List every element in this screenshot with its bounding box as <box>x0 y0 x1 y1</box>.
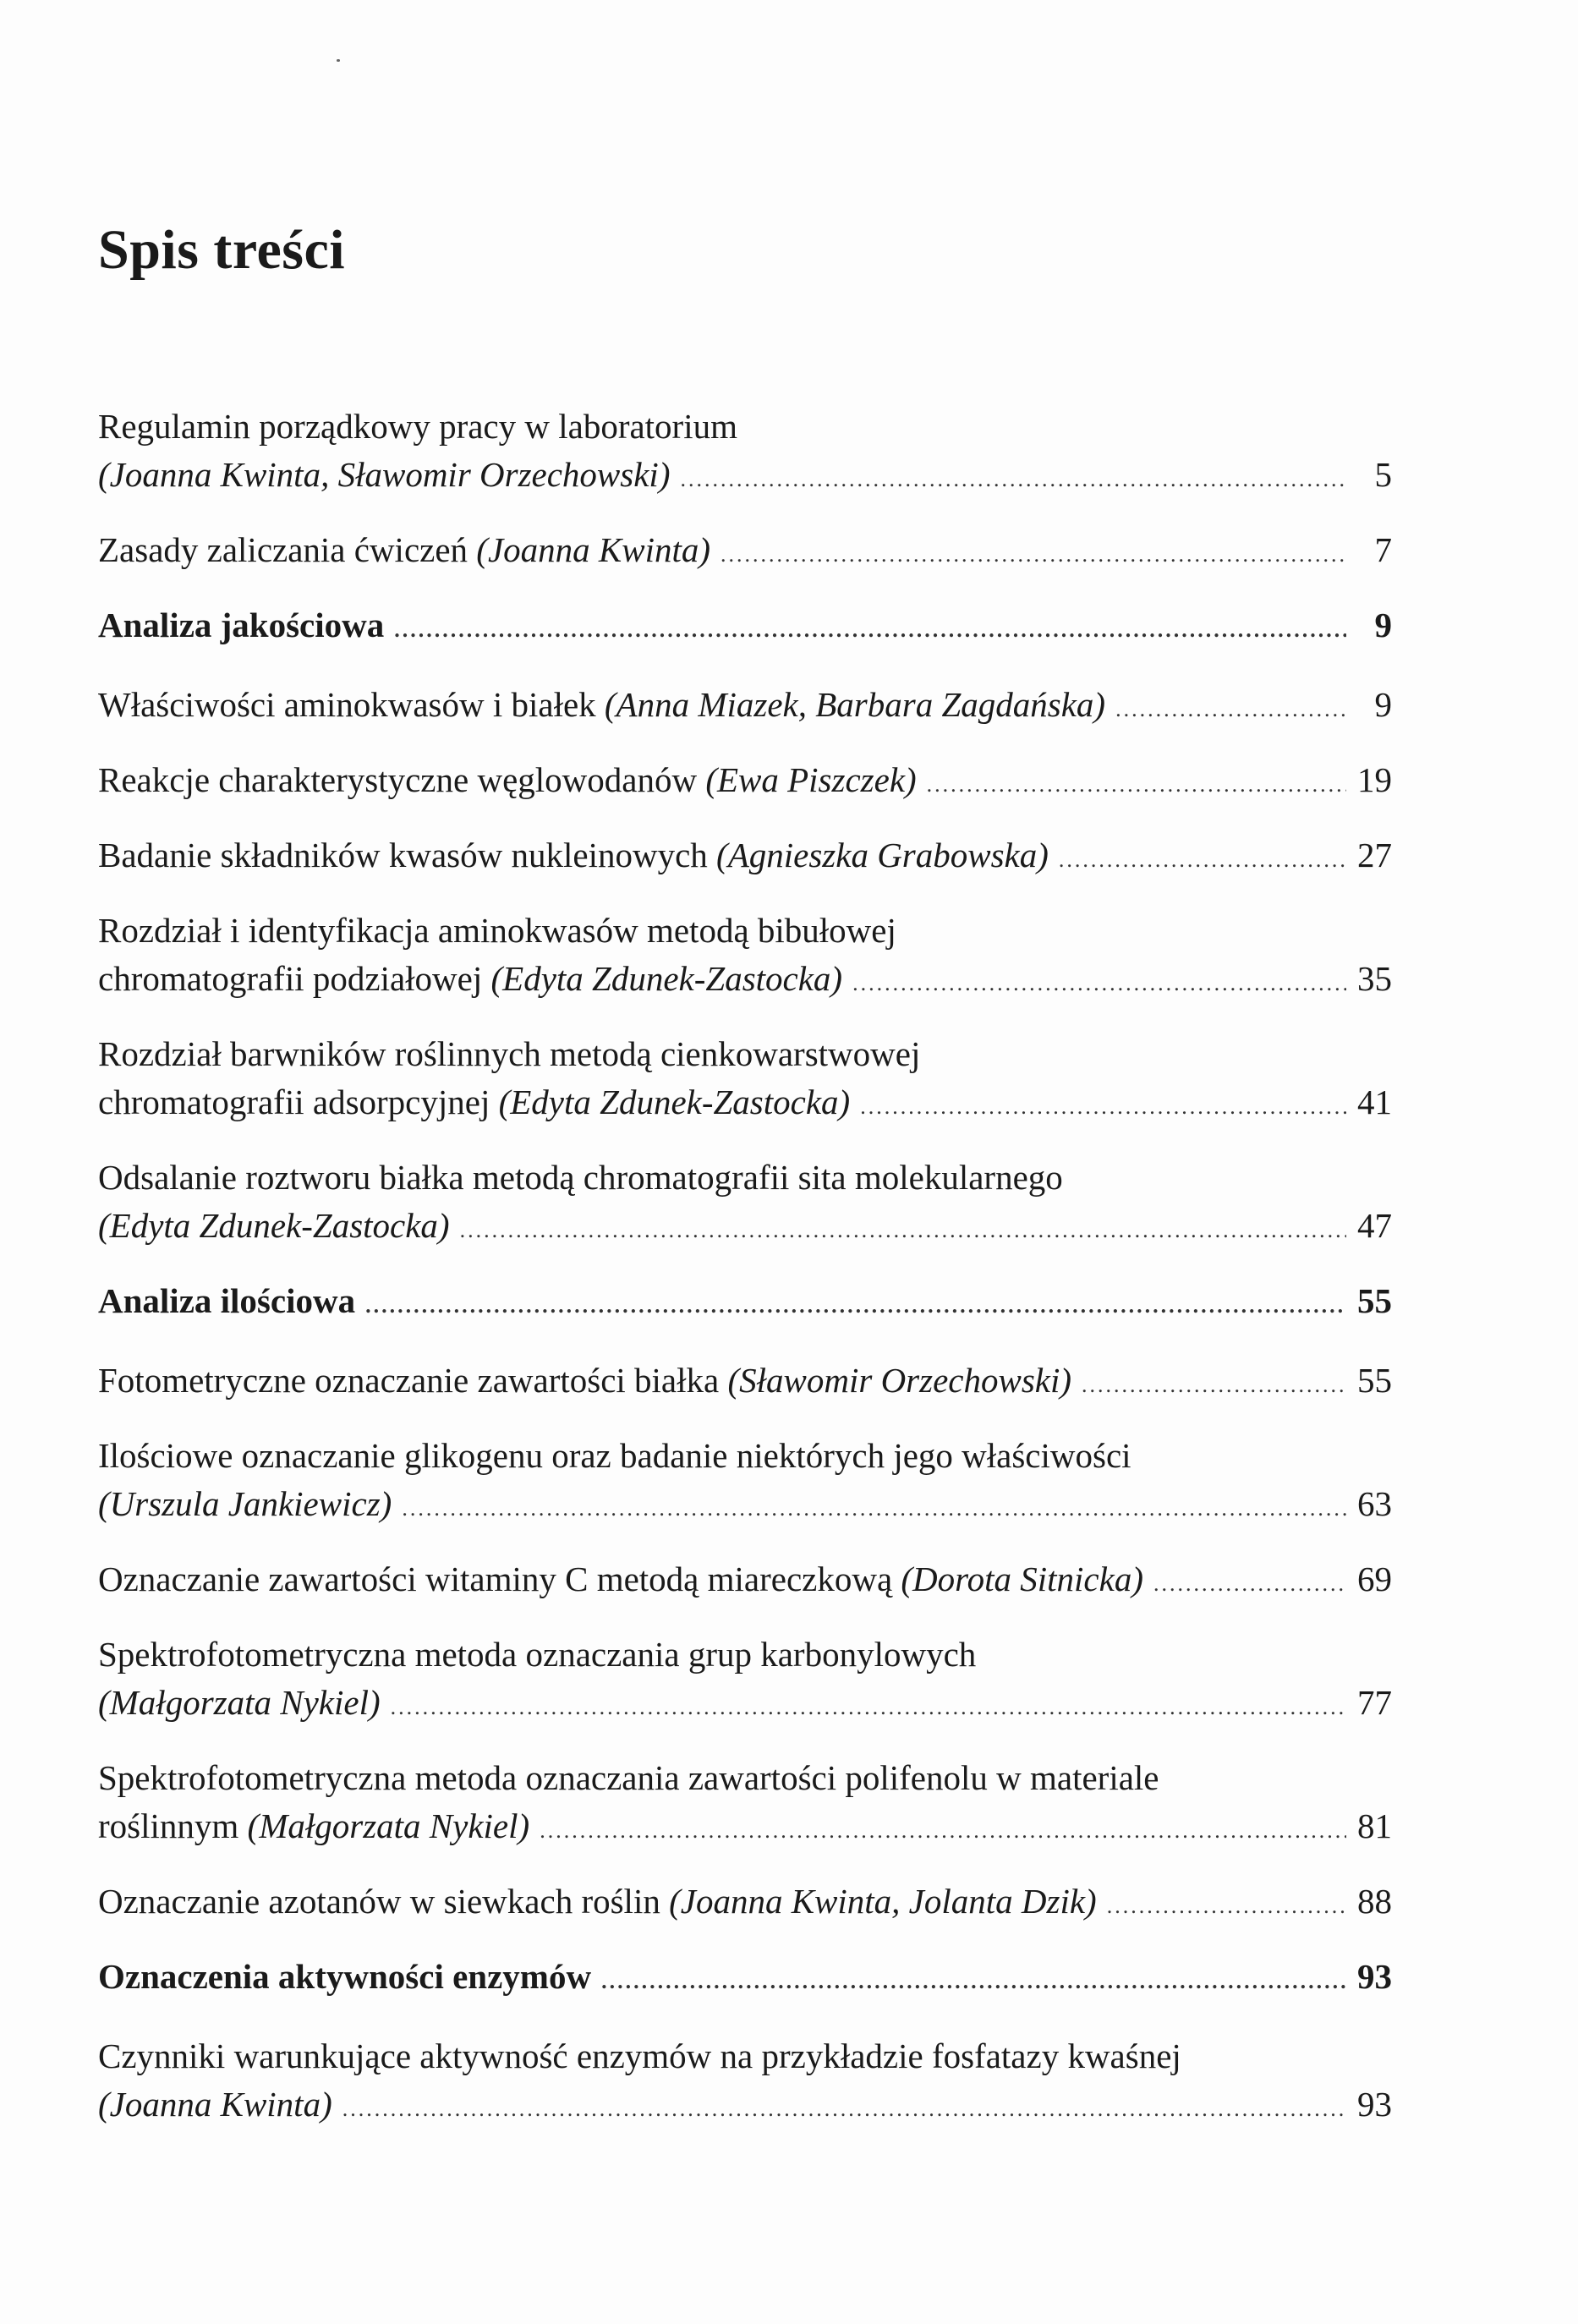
dot-leader <box>394 606 1346 654</box>
entry-title: Oznaczanie zawartości witaminy C metodą miareczkową <box>98 1559 901 1598</box>
entry-title: Odsalanie roztworu białka metodą chromatografii sita molekularnego <box>98 1158 1063 1197</box>
table-of-contents <box>98 403 1392 2156</box>
toc-entry[interactable] <box>98 1555 1392 1608</box>
toc-entry[interactable] <box>98 681 1392 733</box>
entry-authors: (Urszula Jankiewicz) <box>98 1484 392 1523</box>
dot-leader <box>540 1806 1346 1855</box>
dot-leader <box>680 455 1346 503</box>
toc-entry[interactable] <box>98 403 1392 503</box>
toc-entry[interactable] <box>98 907 1392 1007</box>
page-number: 9 <box>1374 606 1392 644</box>
toc-entry[interactable] <box>98 1631 1392 1731</box>
dot-leader <box>1107 1882 1346 1930</box>
page-number: 63 <box>1357 1484 1392 1523</box>
page-number: 27 <box>1357 836 1392 874</box>
entry-authors: (Joanna Kwinta, Jolanta Dzik) <box>669 1882 1097 1921</box>
dot-leader <box>721 530 1346 578</box>
dot-leader <box>391 1683 1346 1731</box>
toc-entry[interactable] <box>98 831 1392 884</box>
entry-title: Ilościowe oznaczanie glikogenu oraz badanie niektórych jego właściwości <box>98 1436 1131 1475</box>
dot-leader <box>1115 685 1346 733</box>
dot-leader <box>1082 1361 1346 1409</box>
page-number: 81 <box>1357 1806 1392 1845</box>
entry-title: Rozdział barwników roślinnych metodą cienkowarstwowej <box>98 1034 921 1073</box>
page-number: 41 <box>1357 1083 1392 1121</box>
page-number: 88 <box>1357 1882 1392 1921</box>
dot-leader <box>1059 836 1346 884</box>
entry-authors: (Joanna Kwinta) <box>98 2085 332 2124</box>
page-number: 55 <box>1357 1281 1392 1320</box>
dot-leader <box>860 1083 1346 1131</box>
page-number: 5 <box>1374 455 1392 494</box>
dot-leader <box>460 1206 1346 1254</box>
page-title: Spis treści <box>98 219 346 281</box>
page-number: 47 <box>1357 1206 1392 1245</box>
entry-title: Właściwości aminokwasów i białek <box>98 685 605 724</box>
toc-entry[interactable] <box>98 2032 1392 2133</box>
entry-title: Czynniki warunkujące aktywność enzymów na przykładzie fosfatazy kwaśnej <box>98 2036 1181 2075</box>
entry-title: Reakcje charakterystyczne węglowodanów <box>98 760 706 799</box>
dot-leader <box>1153 1559 1346 1608</box>
entry-title: Fotometryczne oznaczanie zawartości białka <box>98 1361 728 1400</box>
entry-authors: (Sławomir Orzechowski) <box>727 1361 1072 1400</box>
dot-leader <box>342 2085 1346 2133</box>
entry-title: Spektrofotometryczna metoda oznaczania zawartości polifenolu w materiale <box>98 1758 1159 1797</box>
page-number: 7 <box>1374 530 1392 569</box>
page-number: 93 <box>1357 1957 1392 1996</box>
toc-entry[interactable] <box>98 526 1392 578</box>
toc-section[interactable] <box>98 601 1392 654</box>
page-number: 9 <box>1374 685 1392 724</box>
toc-entry[interactable] <box>98 1030 1392 1131</box>
entry-authors: (Anna Miazek, Barbara Zagdańska) <box>604 685 1106 724</box>
page-number: 35 <box>1357 959 1392 998</box>
entry-title-cont: chromatografii adsorpcyjnej <box>98 1083 499 1121</box>
entry-authors: (Edyta Zdunek-Zastocka) <box>498 1083 851 1121</box>
entry-title: Oznaczanie azotanów w siewkach roślin <box>98 1882 670 1921</box>
entry-authors: (Ewa Piszczek) <box>705 760 917 799</box>
entry-title: Rozdział i identyfikacja aminokwasów metodą bibułowej <box>98 911 896 950</box>
scan-speck <box>337 59 340 62</box>
toc-section[interactable] <box>98 1277 1392 1329</box>
page-number: 93 <box>1357 2085 1392 2124</box>
entry-authors: (Joanna Kwinta, Sławomir Orzechowski) <box>98 455 671 494</box>
entry-title: Zasady zaliczania ćwiczeń <box>98 530 477 569</box>
dot-leader <box>402 1484 1346 1532</box>
entry-title: Regulamin porządkowy pracy w laboratorium <box>98 407 737 446</box>
dot-leader <box>852 959 1346 1007</box>
toc-entry[interactable] <box>98 1754 1392 1855</box>
page-number: 69 <box>1357 1559 1392 1598</box>
entry-authors: (Dorota Sitnicka) <box>901 1559 1143 1598</box>
entry-authors: (Małgorzata Nykiel) <box>98 1683 381 1722</box>
entry-title: Badanie składników kwasów nukleinowych <box>98 836 717 874</box>
entry-authors: (Joanna Kwinta) <box>476 530 711 569</box>
section-title: Oznaczenia aktywności enzymów <box>98 1957 592 1996</box>
toc-entry[interactable] <box>98 1357 1392 1409</box>
page-number: 55 <box>1357 1361 1392 1400</box>
page-number: 19 <box>1357 760 1392 799</box>
page-number: 77 <box>1357 1683 1392 1722</box>
entry-title-cont: chromatografii podziałowej <box>98 959 491 998</box>
section-title: Analiza jakościowa <box>98 606 385 644</box>
entry-authors: (Małgorzata Nykiel) <box>247 1806 530 1845</box>
dot-leader <box>927 760 1346 808</box>
entry-authors: (Edyta Zdunek-Zastocka) <box>490 959 843 998</box>
toc-entry[interactable] <box>98 1432 1392 1532</box>
dot-leader <box>601 1957 1346 2005</box>
entry-title: Spektrofotometryczna metoda oznaczania grup karbonylowych <box>98 1635 977 1674</box>
toc-section[interactable] <box>98 1953 1392 2005</box>
toc-entry[interactable] <box>98 1877 1392 1930</box>
section-title: Analiza ilościowa <box>98 1281 356 1320</box>
entry-title-cont: roślinnym <box>98 1806 248 1845</box>
entry-authors: (Edyta Zdunek-Zastocka) <box>98 1206 450 1245</box>
entry-authors: (Agnieszka Grabowska) <box>716 836 1049 874</box>
toc-entry[interactable] <box>98 756 1392 808</box>
dot-leader <box>365 1281 1346 1329</box>
toc-entry[interactable] <box>98 1154 1392 1254</box>
